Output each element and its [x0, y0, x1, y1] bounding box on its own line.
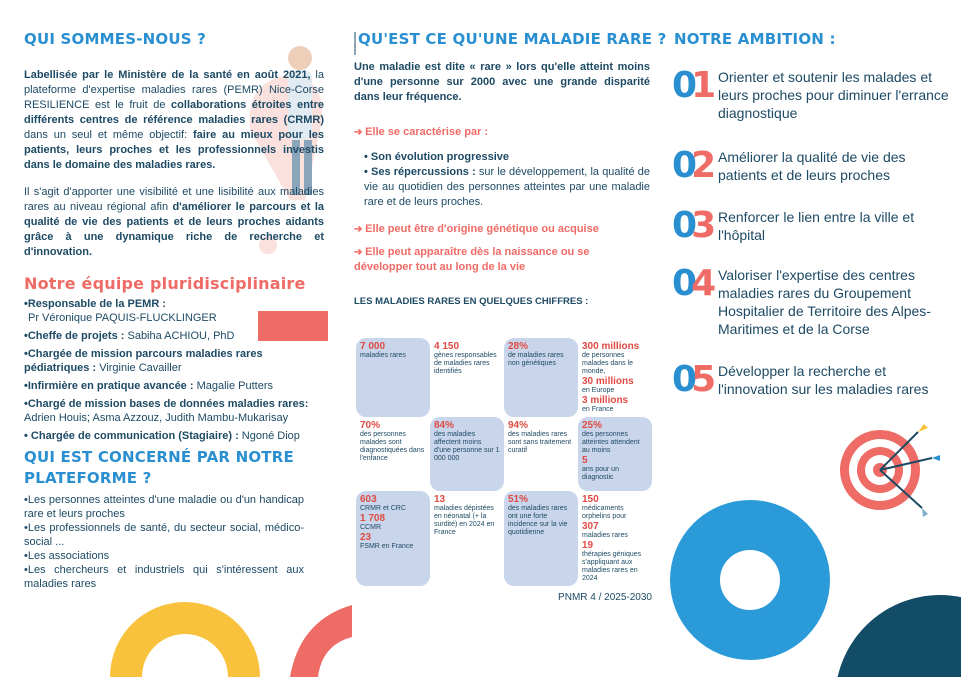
figure-caption: médicaments orphelins pour: [582, 505, 627, 520]
concern-item: •Les personnes atteintes d'une maladie ou d'un handicap rare et leurs proches: [24, 494, 304, 520]
concern-item: •Les chercheurs et industriels qui s'intéressent aux maladies rares: [24, 564, 304, 590]
figure-number: 300 millions: [582, 341, 640, 352]
onset-line: [354, 245, 650, 275]
team-role: •Chargé de mission bases de données maladies rares:: [24, 398, 309, 410]
ambition-text: Améliorer la qualité de vie des patients et de leurs proches: [718, 149, 906, 183]
onset-text: Elle peut apparaître dès la naissance ou se développer tout au long de la vie: [354, 246, 590, 273]
figure-number: 94%: [508, 420, 529, 431]
figure-number: 25%: [582, 420, 603, 431]
team-name: Magalie Putters: [196, 380, 274, 392]
team-name: Sabiha ACHIOU, PhD: [127, 330, 235, 342]
ambition-number: 04: [672, 263, 711, 304]
concern-item: •Les professionnels de santé, du secteur social, médico-social ...: [24, 522, 304, 548]
origin-text: Elle peut être d'origine génétique ou acquise: [365, 223, 599, 235]
ambition-number: 02: [672, 145, 711, 186]
figure-caption: CCMR: [360, 524, 381, 531]
figure-cell: [504, 338, 578, 417]
figure-cell: [578, 417, 652, 491]
coral-arc: [290, 605, 352, 677]
definition-text: Une maladie est dite « rare » lors qu'elle atteint moins d'une personne sur 2000 avec une grande disparité dans leur fréquence.: [354, 61, 650, 103]
figure-caption: des maladies rares sont sans traitement curatif: [508, 431, 572, 454]
mission-bold: d'améliorer le parcours et la qualité de vie des patients et de leurs proches aidants grâce à une dynamique riche de recherche et d'innovation.: [24, 201, 324, 258]
team-member: [24, 429, 324, 443]
figure-number: 28%: [508, 341, 529, 352]
characteristics-label: [354, 125, 650, 140]
team-list: [24, 297, 324, 443]
teal-circle: [838, 595, 961, 677]
figure-caption: FSMR en France: [360, 543, 414, 550]
figures-title: LES MALADIES RARES EN QUELQUES CHIFFRES :: [354, 296, 589, 307]
figure-caption: des personnes atteintes attendent au moins: [582, 431, 640, 454]
ambition-item: [672, 359, 952, 400]
figure-caption: gènes responsables de maladies rares identifiés: [434, 352, 497, 375]
figures-grid: [356, 338, 652, 586]
ambition-item: [672, 205, 952, 246]
ambition-text: Développer la recherche et l'innovation sur les maladies rares: [718, 363, 929, 397]
figure-cell: [356, 491, 430, 586]
figure-number: 150: [582, 494, 599, 505]
blue-donut: [695, 525, 805, 635]
figure-cell: [504, 417, 578, 491]
concern-list: [24, 493, 304, 591]
ambition-number: 01: [672, 65, 711, 106]
figure-number: 3 millions: [582, 395, 629, 406]
team-member: [24, 397, 324, 425]
about-bold: faire au mieux pour les patients, leurs proches et les professionnels investis dans le domaine des maladies rares.: [24, 129, 325, 171]
figure-number: 13: [434, 494, 446, 505]
ambition-item: [672, 145, 952, 186]
mission-text: Il s'agit d'apporter une visibilité et une lisibilité aux maladies rares au niveau régional afin: [24, 186, 324, 213]
figure-number: 51%: [508, 494, 529, 505]
figure-number: 70%: [360, 420, 381, 431]
team-member: [24, 379, 324, 393]
team-title: Notre équipe pluridisciplinaire: [24, 274, 306, 293]
figure-number: 19: [582, 540, 594, 551]
figure-number: 1 708: [360, 513, 386, 524]
origin-line: [354, 222, 650, 237]
figure-caption: thérapies géniques s'appliquant aux maladies rares en 2024: [582, 551, 642, 582]
team-role: •Cheffe de projets :: [24, 330, 128, 342]
team-role: •Infirmière en pratique avancée :: [24, 380, 197, 392]
arrow-icon: ➔: [354, 127, 366, 138]
figure-number: 4 150: [434, 341, 460, 352]
left-column: [24, 30, 324, 591]
bullet-evolution: • Son évolution progressive: [364, 151, 510, 163]
figure-caption: en Europe: [582, 387, 615, 394]
figure-caption: de personnes malades dans le monde,: [582, 352, 633, 375]
figure-cell: [578, 491, 652, 586]
figure-caption: des maladies rares ont une forte incidence sur la vie quotidienne: [508, 505, 568, 536]
figure-cell: [430, 491, 504, 586]
figure-caption: de maladies rares non génétiques: [508, 352, 564, 367]
figure-number: 30 millions: [582, 376, 634, 387]
about-text: dans un seul et même objectif:: [24, 129, 194, 141]
figure-caption: des maladies affectent moins d'une personne sur 1 000 000: [434, 431, 500, 462]
figure-caption: en France: [582, 406, 614, 413]
figure-caption: CRMR et CRC: [360, 505, 406, 512]
figure-caption: maladies rares: [582, 532, 628, 539]
figure-number: 7 000: [360, 341, 386, 352]
team-name: Pr Véronique PAQUIS-FLUCKLINGER: [28, 312, 217, 324]
arrow-icon: ➔: [354, 247, 366, 258]
ambition-text: Renforcer le lien entre la ville et l'hôpital: [718, 209, 915, 243]
about-bold: Labellisée par le Ministère de la santé en août 2021,: [24, 69, 311, 81]
team-role: • Chargée de communication (Stagiaire) :: [24, 430, 242, 442]
label-text: Elle se caractérise par :: [365, 126, 489, 138]
bullet-text: sur le développement, la qualité de vie au quotidien des personnes atteintes par une maladie rare et de leurs proches.: [364, 166, 650, 208]
ambition-number: 05: [672, 359, 711, 400]
section-title-rare-disease: QU'EST CE QU'UNE MALADIE RARE ?: [358, 30, 667, 48]
ambition-text: Valoriser l'expertise des centres maladies rares du Groupement Hospitalier de Territoire des Alpes-Maritimes et de la Corse: [718, 267, 931, 337]
bullet-bold: • Ses répercussions :: [364, 166, 476, 178]
figure-number: 23: [360, 532, 372, 543]
about-text: la plateforme d'expertise maladies rares (PEMR) Nice-Corse RESILIENCE est le fruit de: [24, 69, 324, 111]
figure-number: 84%: [434, 420, 455, 431]
section-title-ambition: NOTRE AMBITION :: [674, 30, 836, 48]
characteristics: [354, 125, 650, 275]
ambition-item: [672, 263, 952, 338]
figure-caption: maladies rares: [360, 352, 406, 359]
figure-cell: [430, 417, 504, 491]
team-name: Virginie Cavailler: [99, 362, 182, 374]
about-bold: collaborations étroites entre différents centres de référence maladies rares (CRMR): [24, 99, 324, 126]
figure-cell: [356, 417, 430, 491]
figure-caption: maladies dépistées en néonatal (+ la surdité) en 2024 en France: [434, 505, 495, 536]
figure-cell: [430, 338, 504, 417]
concern-title: QUI EST CONCERNÉ PAR NOTRE PLATEFORME ?: [24, 448, 294, 487]
arrow-icon: ➔: [354, 224, 366, 235]
team-name: Adrien Houis; Asma Azzouz, Judith Mambu-Mukarisay: [24, 412, 289, 424]
ambition-text: Orienter et soutenir les malades et leurs proches pour diminuer l'errance diagnostique: [718, 69, 949, 121]
yellow-arc: [110, 602, 260, 677]
figure-number: 307: [582, 521, 599, 532]
section-title-who: QUI SOMMES-NOUS ?: [24, 30, 207, 48]
about-paragraph: [24, 68, 324, 173]
team-name: Ngoné Diop: [241, 430, 300, 442]
figure-cell: [356, 338, 430, 417]
figure-caption: des personnes malades sont diagnostiquées dans l'enfance: [360, 431, 425, 462]
figure-number: 5: [582, 455, 588, 466]
ambition-number: 03: [672, 205, 711, 246]
team-role: •Chargée de mission parcours maladies rares pédiatriques :: [24, 348, 263, 374]
target-icon: [840, 424, 940, 517]
mission-paragraph: [24, 185, 324, 260]
source-label: PNMR 4 / 2025-2030: [558, 592, 652, 603]
figure-cell: [578, 338, 652, 417]
concern-item: •Les associations: [24, 550, 110, 562]
team-member: [24, 347, 324, 375]
ambition-item: [672, 65, 952, 122]
team-member: [24, 297, 324, 325]
figure-number: 603: [360, 494, 377, 505]
team-member: [24, 329, 324, 343]
figure-cell: [504, 491, 578, 586]
team-role: •Responsable de la PEMR :: [24, 298, 166, 310]
bullet-impacts: [354, 165, 650, 210]
figure-caption: ans pour un diagnostic: [582, 466, 619, 481]
figures-section: [356, 338, 652, 603]
